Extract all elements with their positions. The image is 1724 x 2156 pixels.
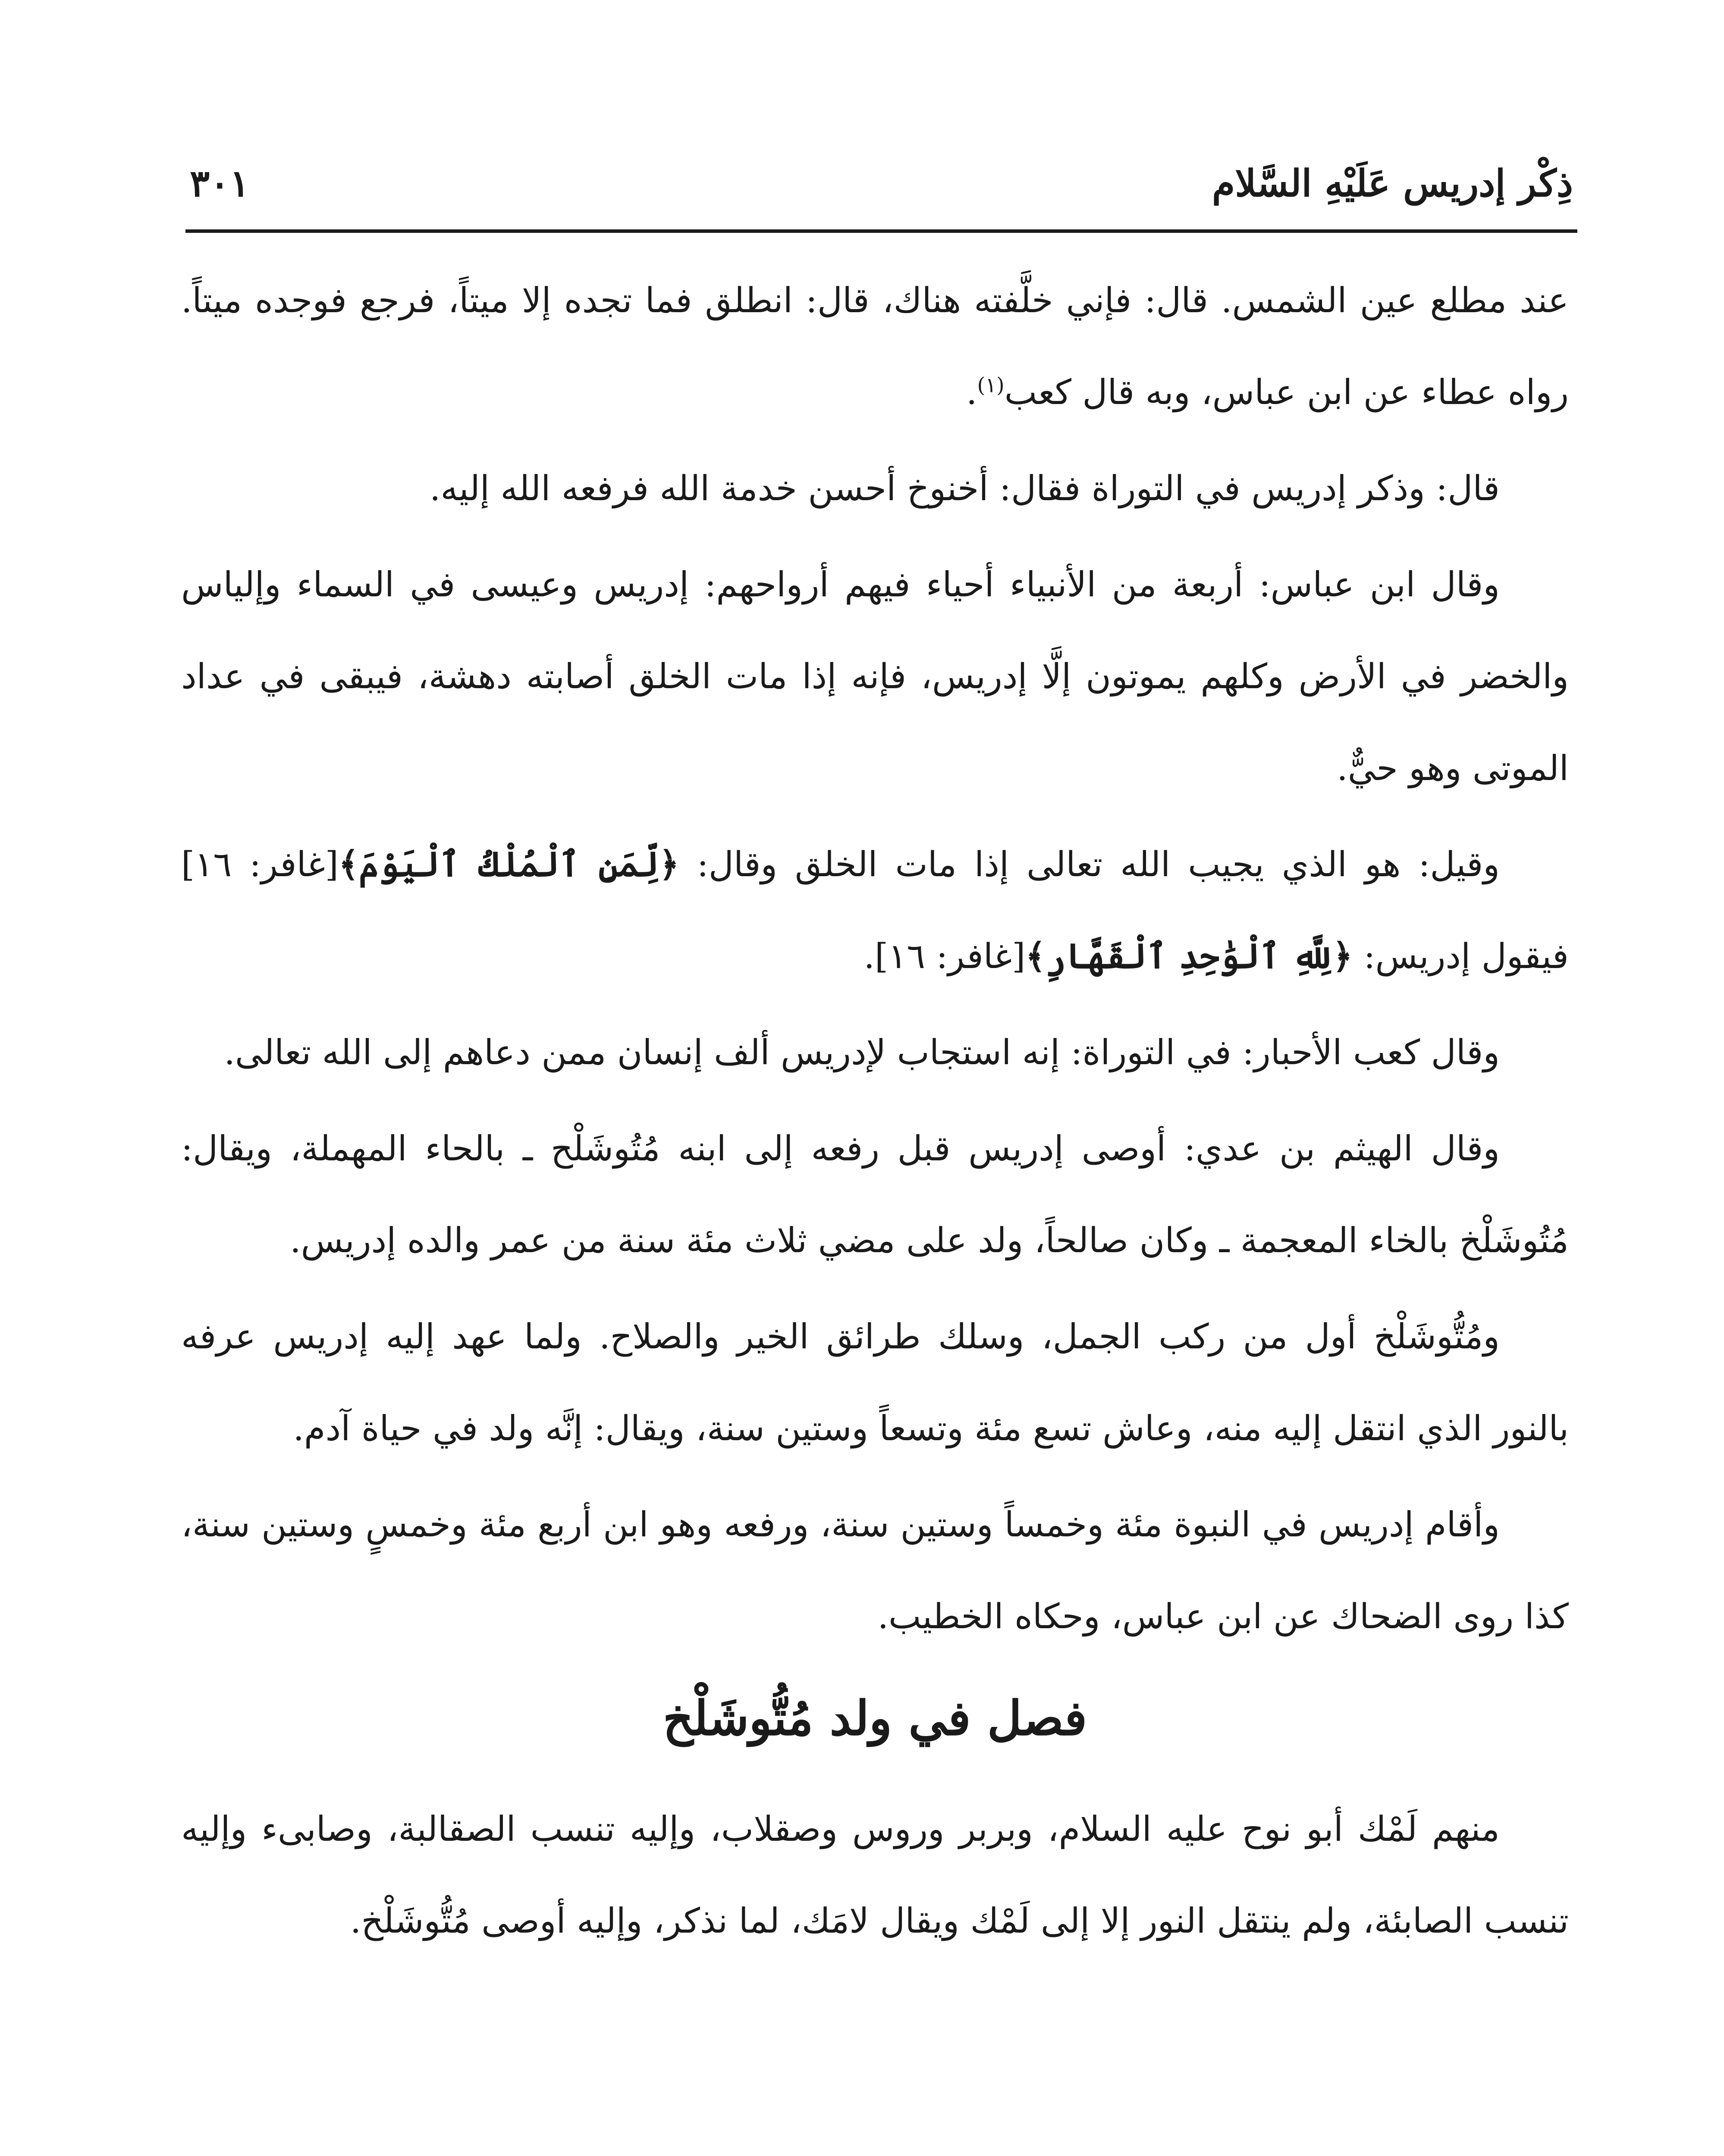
paragraph-5: وقال كعب الأحبار: في التوراة: إنه استجاب لإدريس ألف إنسان ممن دعاهم إلى الله تعالى.	[224, 1032, 1500, 1072]
paragraph-1-end: .	[966, 372, 977, 412]
running-title: ذِكْر إدريس عَلَيْهِ السَّلام	[1212, 161, 1573, 205]
paragraph-7: ومُتُّوشَلْخ أول من ركب الجمل، وسلك طرائق الخير والصلاح. ولما عهد إليه إدريس عرفه بالنور الذي انتقل إليه منه، وعاش تسع مئة وتسعاً وستين سنة، ويقال: إنَّه ولد في حياة آدم.	[181, 1316, 1569, 1448]
paragraph-4-part-1: وقيل: هو الذي يجيب الله تعالى إذا مات الخلق وقال:	[679, 844, 1500, 884]
paragraph-8: وأقام إدريس في النبوة مئة وخمساً وستين سنة، ورفعه وهو ابن أربع مئة وخمسٍ وستين سنة، كذا روى الضحاك عن ابن عباس، وحكاه الخطيب.	[181, 1504, 1569, 1636]
paragraph-2: قال: وذكر إدريس في التوراة فقال: أخنوخ أحسن خدمة الله فرفعه الله إليه.	[429, 468, 1500, 508]
quran-verse-1: ﴿لِّمَنِ ٱلْمُلْكُ ٱلْيَوْمَ﴾	[338, 844, 679, 884]
paragraph-4	[181, 818, 1569, 1002]
paragraph-4-part-3: [غافر: ١٦].	[864, 936, 1026, 976]
paragraph-1-text: عند مطلع عين الشمس. قال: فإني خلَّفته هناك، قال: انطلق فما تجده إلا ميتاً، فرجع فوجده ميتاً. رواه عطاء عن ابن عباس، وبه قال كعب	[181, 280, 1569, 412]
footnote-reference: (١)	[977, 373, 1005, 398]
paragraph-1	[181, 254, 1569, 438]
page-header	[190, 155, 1573, 211]
section-heading: فصل في ولد مُتُّوشَلْخ	[663, 1690, 1087, 1746]
header-rule	[185, 229, 1577, 233]
quran-verse-2: ﴿لِلَّهِ ٱلْوَٰحِدِ ٱلْقَهَّارِ﴾	[1025, 936, 1353, 976]
paragraph-9: منهم لَمْك أبو نوح عليه السلام، وبربر وروس وصقلاب، وإليه تنسب الصقالبة، وصابىء وإليه تنسب الصابئة، ولم ينتقل النور إلا إلى لَمْك ويقال لامَك، لما نذكر، وإليه أوصى مُتُّوشَلْخ.	[181, 1809, 1569, 1941]
main-text	[181, 254, 1569, 1971]
paragraph-4-part-2: [غافر: ١٦] فيقول إدريس:	[181, 844, 1569, 976]
page-number: ٣٠١	[190, 161, 250, 205]
paragraph-3: وقال ابن عباس: أربعة من الأنبياء أحياء فيهم أرواحهم: إدريس وعيسى في السماء وإلياس والخضر في الأرض وكلهم يموتون إلَّا إدريس، فإنه إذا مات الخلق أصابته دهشة، فيبقى في عداد الموتى وهو حيٌّ.	[181, 564, 1569, 788]
paragraph-6: وقال الهيثم بن عدي: أوصى إدريس قبل رفعه إلى ابنه مُتُوشَلْح ـ بالحاء المهملة، ويقال: مُتُوشَلْخ بالخاء المعجمة ـ وكان صالحاً، ولد على مضي ثلاث مئة سنة من عمر والده إدريس.	[181, 1128, 1569, 1260]
